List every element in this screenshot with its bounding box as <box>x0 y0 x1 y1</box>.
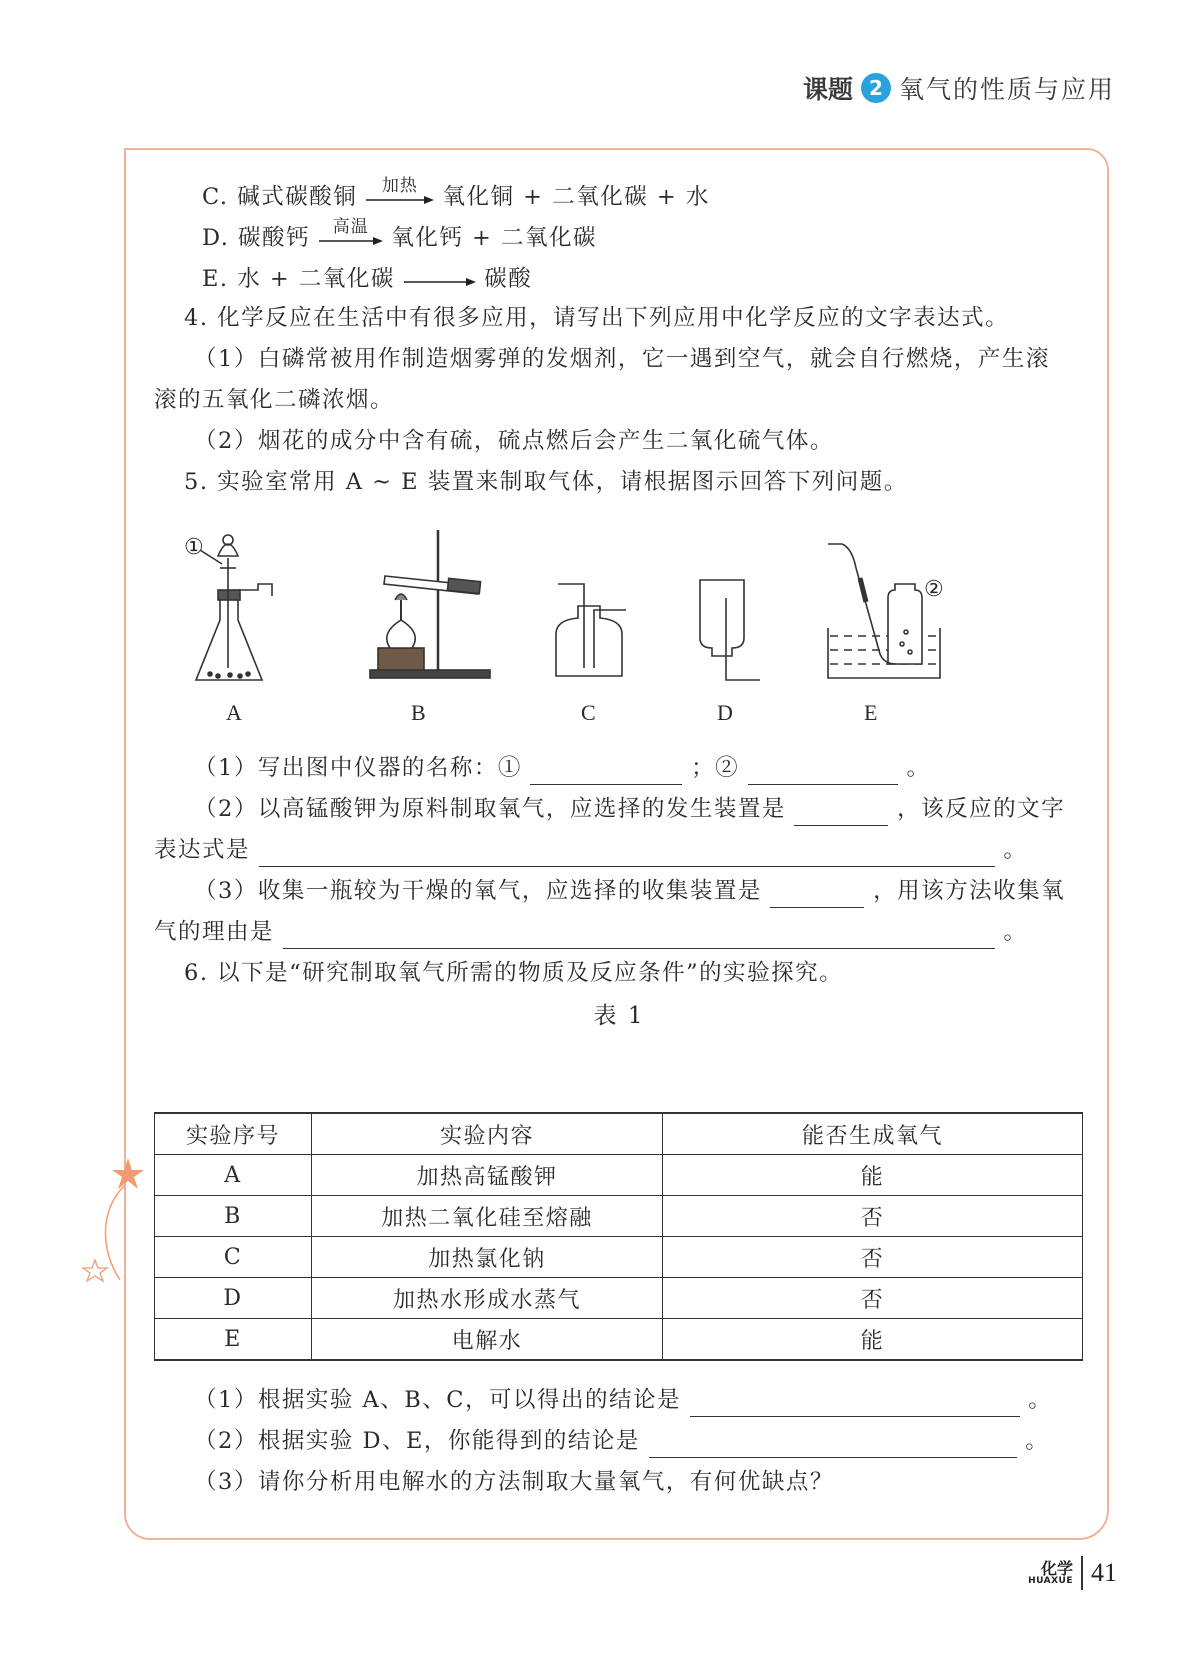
table-cell: D <box>155 1278 312 1319</box>
q5-part2-line1: （2）以高锰酸钾为原料制取氧气，应选择的发生装置是 ，该反应的文字 <box>194 792 1065 826</box>
q5-part1: （1）写出图中仪器的名称：① ；② 。 <box>194 751 930 785</box>
apparatus-mark-2: ② <box>924 576 944 601</box>
q4-part1-line2: 滚的五氧化二磷浓烟。 <box>154 387 395 413</box>
table-cell: B <box>155 1196 312 1237</box>
equation-c-product: 氧化铜 + 二氧化碳 + 水 <box>442 184 710 210</box>
page-header <box>803 66 1115 110</box>
apparatus-label-b: B <box>411 700 426 725</box>
q4-stem: 4. 化学反应在生活中有很多应用，请写出下列应用中化学反应的文字表达式。 <box>184 305 1010 331</box>
arrow-icon <box>404 277 476 287</box>
table-title: 表 1 <box>593 1003 645 1029</box>
equation-e-reactant: E. 水 + 二氧化碳 <box>202 266 395 292</box>
apparatus-label-c: C <box>581 700 596 725</box>
answer-blank-equation[interactable] <box>259 840 995 867</box>
table-row <box>155 1237 1083 1278</box>
table-cell: A <box>155 1155 312 1196</box>
answer-blank-conclusion-abc[interactable] <box>690 1390 1020 1417</box>
table-row <box>155 1155 1083 1196</box>
apparatus-figure <box>180 528 960 698</box>
q6-part3: （3）请你分析用电解水的方法制取大量氧气，有何优缺点？ <box>194 1469 834 1495</box>
equation-e-product: 碳酸 <box>484 266 533 292</box>
table-row <box>155 1278 1083 1319</box>
answer-blank-mark1[interactable] <box>530 758 682 785</box>
table-cell: 否 <box>663 1278 1083 1319</box>
table-header-cell: 能否生成氧气 <box>663 1113 1083 1155</box>
apparatus-d-bottle <box>700 580 760 680</box>
experiment-table <box>154 1112 1083 1361</box>
table-cell: 电解水 <box>312 1319 663 1361</box>
equation-d-product: 氧化钙 + 二氧化碳 <box>391 225 598 251</box>
answer-blank-mark2[interactable] <box>748 758 898 785</box>
equation-d <box>202 217 598 255</box>
table-cell: 能 <box>663 1319 1083 1361</box>
subject-brand <box>1028 1558 1073 1586</box>
apparatus-mark-1: ① <box>184 534 204 559</box>
q4-part1-line1: （1）白磷常被用作制造烟雾弹的发烟剂，它一遇到空气，就会自行燃烧，产生滚 <box>194 346 1050 372</box>
table-cell: 加热水形成水蒸气 <box>312 1278 663 1319</box>
table-cell: 否 <box>663 1196 1083 1237</box>
apparatus-a-flask <box>196 535 272 680</box>
apparatus-label-d: D <box>717 700 733 725</box>
table-cell: 加热氯化钠 <box>312 1237 663 1278</box>
page-footer <box>1028 1556 1117 1590</box>
table-cell: C <box>155 1237 312 1278</box>
table-cell: 能 <box>663 1155 1083 1196</box>
star-decoration-icon <box>80 1150 150 1290</box>
reaction-arrow-d <box>319 217 383 254</box>
lesson-prefix: 课题 <box>802 75 853 104</box>
footer-divider <box>1081 1556 1083 1590</box>
table-row <box>155 1196 1083 1237</box>
equation-d-reactant: D. 碳酸钙 <box>202 225 311 251</box>
q6-stem: 6. 以下是“研究制取氧气所需的物质及反应条件”的实验探究。 <box>184 960 844 986</box>
page-number: 41 <box>1091 1558 1117 1587</box>
apparatus-label-e: E <box>864 700 878 725</box>
q5-part2-line2: 表达式是 。 <box>154 833 1027 867</box>
q4-part2: （2）烟花的成分中含有硫，硫点燃后会产生二氧化硫气体。 <box>194 428 834 454</box>
condition-high-temp: 高温 <box>332 217 369 237</box>
answer-blank-generator[interactable] <box>794 799 888 826</box>
lesson-title: 氧气的性质与应用 <box>898 75 1115 104</box>
lesson-number-badge: 2 <box>861 73 891 103</box>
q5-part3-line1: （3）收集一瓶较为干燥的氧气，应选择的收集装置是 ，用该方法收集氧 <box>194 874 1065 908</box>
q5-part3-line2: 气的理由是 。 <box>154 915 1027 949</box>
reaction-arrow-c <box>366 176 434 213</box>
table-header-row <box>155 1113 1083 1155</box>
equation-c-reactant: C. 碱式碳酸铜 <box>202 184 358 210</box>
table-row <box>155 1319 1083 1361</box>
table-cell: 否 <box>663 1237 1083 1278</box>
brand-cn: 化学 <box>1040 1558 1073 1578</box>
condition-heating: 加热 <box>381 176 418 196</box>
answer-blank-reason[interactable] <box>283 922 995 949</box>
q5-stem: 5. 实验室常用 A ~ E 装置来制取气体，请根据图示回答下列问题。 <box>184 469 908 495</box>
q6-part1: （1）根据实验 A、B、C，可以得出的结论是 。 <box>194 1383 1052 1417</box>
q6-part2: （2）根据实验 D、E，你能得到的结论是 。 <box>194 1424 1049 1458</box>
apparatus-label-a: A <box>226 700 242 725</box>
table-cell: E <box>155 1319 312 1361</box>
apparatus-e-water-trough <box>828 544 940 678</box>
reaction-arrow-e <box>404 265 476 295</box>
equation-e <box>202 262 532 296</box>
table-cell: 加热二氧化硅至熔融 <box>312 1196 663 1237</box>
answer-blank-collector[interactable] <box>770 881 864 908</box>
equation-c <box>202 176 710 214</box>
answer-blank-conclusion-de[interactable] <box>649 1431 1017 1458</box>
table-header-cell: 实验序号 <box>155 1113 312 1155</box>
brand-en: HUAXUE <box>1028 1575 1073 1586</box>
table-cell: 加热高锰酸钾 <box>312 1155 663 1196</box>
table-header-cell: 实验内容 <box>312 1113 663 1155</box>
apparatus-c-bottle <box>556 584 626 676</box>
apparatus-b-heating-tube <box>370 530 490 678</box>
